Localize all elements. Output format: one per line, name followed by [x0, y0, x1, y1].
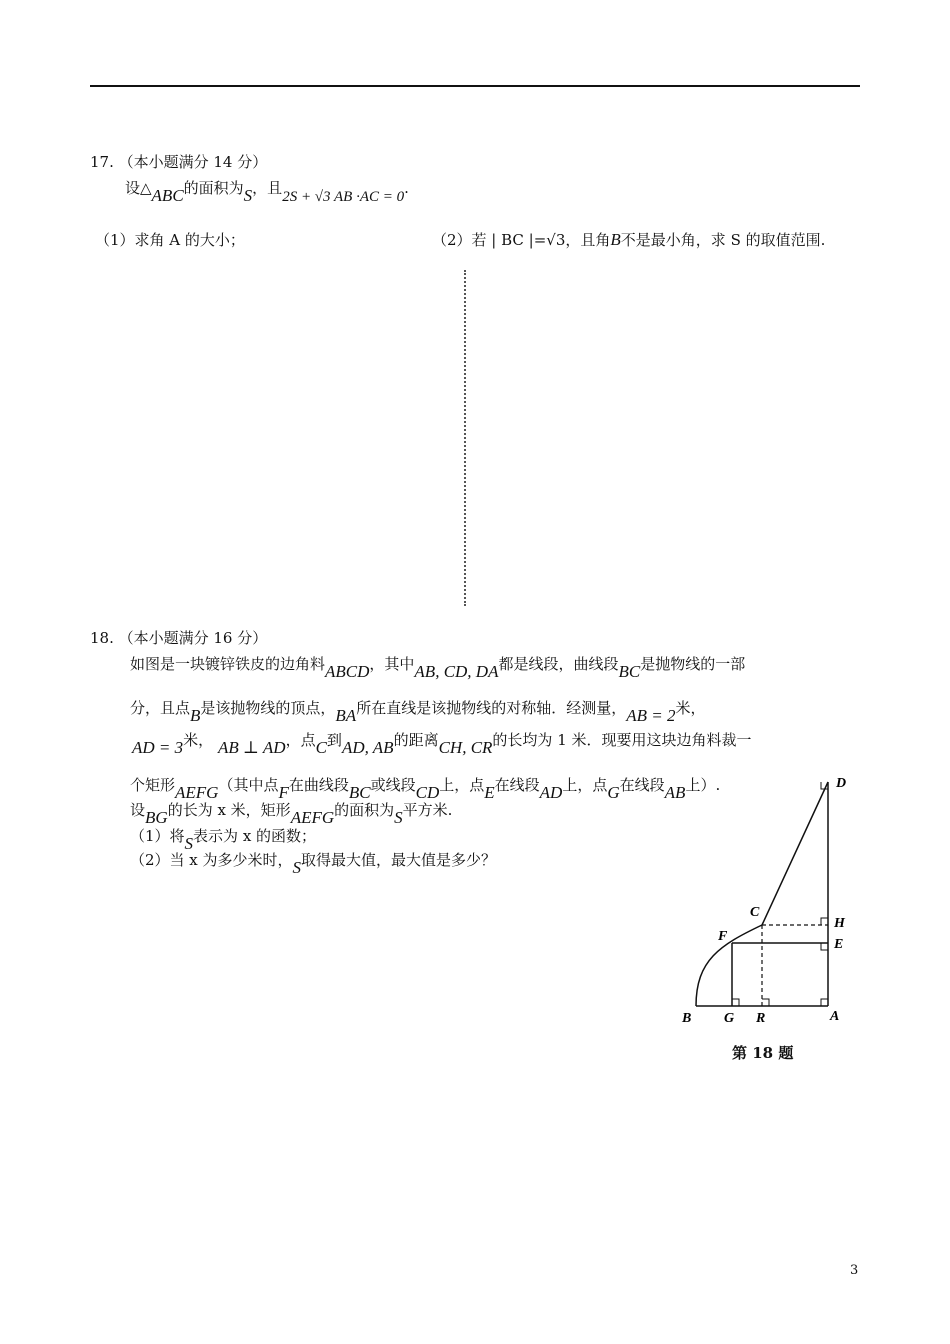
page-number: 3	[850, 1263, 859, 1278]
label-b: B	[682, 1011, 692, 1026]
q18-line2: 分，且点B是该抛物线的顶点，BA所在直线是该抛物线的对称轴．经测量，AB = 2米，	[130, 699, 706, 725]
header-rule	[90, 85, 860, 87]
label-c: C	[750, 905, 760, 920]
figure-caption: 第 18 题	[732, 1044, 794, 1062]
q18-header: 18. （本小题满分 16 分）	[90, 629, 268, 647]
label-f: F	[718, 929, 728, 944]
label-g: G	[724, 1011, 735, 1026]
q17-header: 17. （本小题满分 14 分）	[90, 153, 268, 171]
q17-part1: （1）求角 A 的大小；	[95, 231, 245, 249]
segment-cd	[762, 782, 828, 925]
label-h: H	[834, 916, 845, 931]
q18-line3: AD = 3米， AB ⊥ AD，点C到AD, AB的距离CH, CR的长均为 1 米．现要用这块边角料裁一	[132, 731, 752, 757]
q17-part2: （2）若 | BC |=√3，且角B不是最小角，求 S 的取值范围.	[432, 230, 826, 249]
label-e: E	[834, 937, 844, 952]
q18-line5: 设BG的长为 x 米，矩形AEFG的面积为S平方米.	[130, 801, 453, 827]
label-d: D	[836, 776, 847, 791]
q18-part1: （1）将S表示为 x 的函数；	[130, 827, 317, 853]
q17-statement: 设△ABC的面积为S，且2S + √3 AB ·AC = 0.	[125, 179, 409, 205]
label-a: A	[830, 1009, 840, 1024]
q18-figure	[670, 770, 870, 1040]
answer-divider	[464, 270, 466, 606]
curve-bc	[696, 925, 762, 1006]
q18-line4: 个矩形AEFG（其中点F在曲线段BC或线段CD上，点E在线段AD上，点G在线段AB上）.	[130, 776, 721, 802]
label-r: R	[756, 1011, 766, 1026]
q18-line1: 如图是一块镀锌铁皮的边角料ABCD，其中AB, CD, DA都是线段，曲线段BC是抛物线的一部	[130, 655, 746, 681]
q18-part2: （2）当 x 为多少米时，S取得最大值，最大值是多少？	[130, 851, 497, 877]
